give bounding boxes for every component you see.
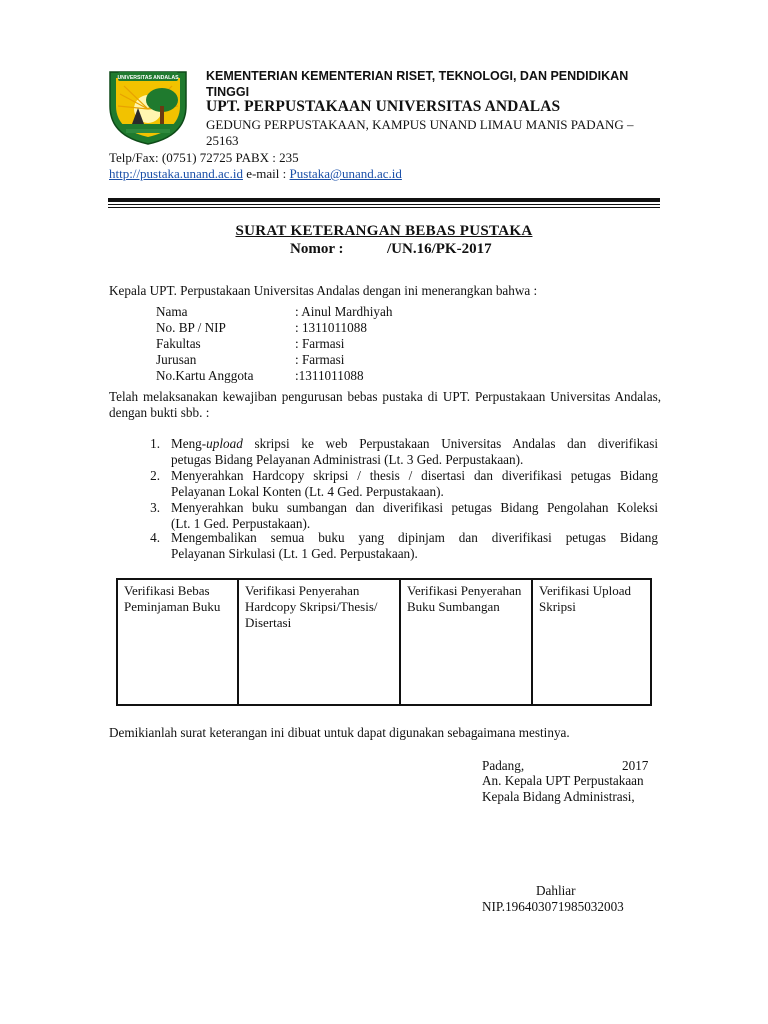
field-label: Fakultas [156,336,201,351]
list-item [171,500,658,532]
field-value: : Farmasi [295,352,345,367]
list-item-line: Pelayanan Lokal Konten (Lt. 4 Ged. Perpustakaan). [171,484,444,499]
verification-cell: Verifikasi Bebas Peminjaman Buku [124,583,221,614]
field-value: : 1311011088 [295,320,367,335]
field-value: :1311011088 [295,368,364,383]
verification-table [116,578,652,706]
signatory-name: Dahliar [536,883,576,898]
website-link[interactable]: http://pustaka.unand.ac.id [109,166,243,181]
verification-cell: Verifikasi Penyerahan Hardcopy Skripsi/Thesis/ Disertasi [245,583,378,630]
list-item-line: Pelayanan Sirkulasi (Lt. 1 Ged. Perpustakaan). [171,546,418,561]
header-rule-thin [108,207,660,208]
list-number: 1. [150,436,160,451]
nomor-value: /UN.16/PK-2017 [387,241,492,257]
nomor-label: Nomor : [290,241,344,257]
signature-position: Kepala Bidang Administrasi, [482,789,635,804]
verification-cell: Verifikasi Penyerahan Buku Sumbangan [407,583,522,614]
intro-text: Kepala UPT. Perpustakaan Universitas Andalas dengan ini menerangkan bahwa : [109,283,538,298]
list-number: 4. [150,530,160,545]
ministry-name: KEMENTERIAN KEMENTERIAN RISET, TEKNOLOGI, DAN PENDIDIKAN TINGGI [206,69,629,99]
list-item [171,530,658,562]
signature-year: 2017 [622,758,649,773]
header-rule-thin [108,204,660,205]
signature-place: Padang, [482,758,525,773]
list-item-line: Menyerahkan Hardcopy skripsi / thesis / disertasi dan diverifikasi petugas Bidang [171,468,658,483]
list-item-line: (Lt. 1 Ged. Perpustakaan). [171,516,311,531]
list-item [171,436,658,468]
field-value: : Farmasi [295,336,345,351]
signatory-nip: NIP.196403071985032003 [482,899,624,914]
document-title: SURAT KETERANGAN BEBAS PUSTAKA [235,223,533,239]
declaration-text: Telah melaksanakan kewajiban pengurusan bebas pustaka di UPT. Perpustakaan Universitas Andalas, dengan bukti sbb. : [109,389,661,420]
verification-cell: Verifikasi Upload Skripsi [539,583,632,614]
list-item-line: Menyerahkan buku sumbangan dan diverifikasi petugas Bidang Pengolahan Koleksi [171,500,658,515]
email-link[interactable]: Pustaka@unand.ac.id [289,166,402,181]
list-item-line: petugas Bidang Pelayanan Administrasi (Lt. 3 Ged. Perpustakaan). [171,452,524,467]
logo-text: UNIVERSITAS ANDALAS [117,75,179,81]
field-label: Jurusan [156,352,197,367]
email-label: e-mail : [242,166,290,181]
list-item-line: Mengembalikan semua buku yang dipinjam dan diverifikasi petugas Bidang [171,530,658,545]
phone-fax: Telp/Fax: (0751) 72725 PABX : 235 [109,150,299,165]
list-number: 2. [150,468,160,483]
list-number: 3. [150,500,160,515]
institution-address: GEDUNG PERPUSTAKAAN, KAMPUS UNAND LIMAU MANIS PADANG – 25163 [206,117,634,148]
signature-on-behalf: An. Kepala UPT Perpustakaan [482,773,644,788]
list-item-line: Meng-upload skripsi ke web Perpustakaan Universitas Andalas dan diverifikasi [171,436,658,451]
closing-text: Demikianlah surat keterangan ini dibuat untuk dapat digunakan sebagaimana mestinya. [109,725,570,740]
contact-line [109,166,402,182]
field-label: No. BP / NIP [156,320,226,335]
field-label: Nama [156,304,188,319]
list-item [171,468,658,500]
institution-name: UPT. PERPUSTAKAAN UNIVERSITAS ANDALAS [206,98,561,115]
university-logo [104,64,192,146]
header-rule-thick [108,198,660,202]
field-value: : Ainul Mardhiyah [295,304,393,319]
field-label: No.Kartu Anggota [156,368,254,383]
